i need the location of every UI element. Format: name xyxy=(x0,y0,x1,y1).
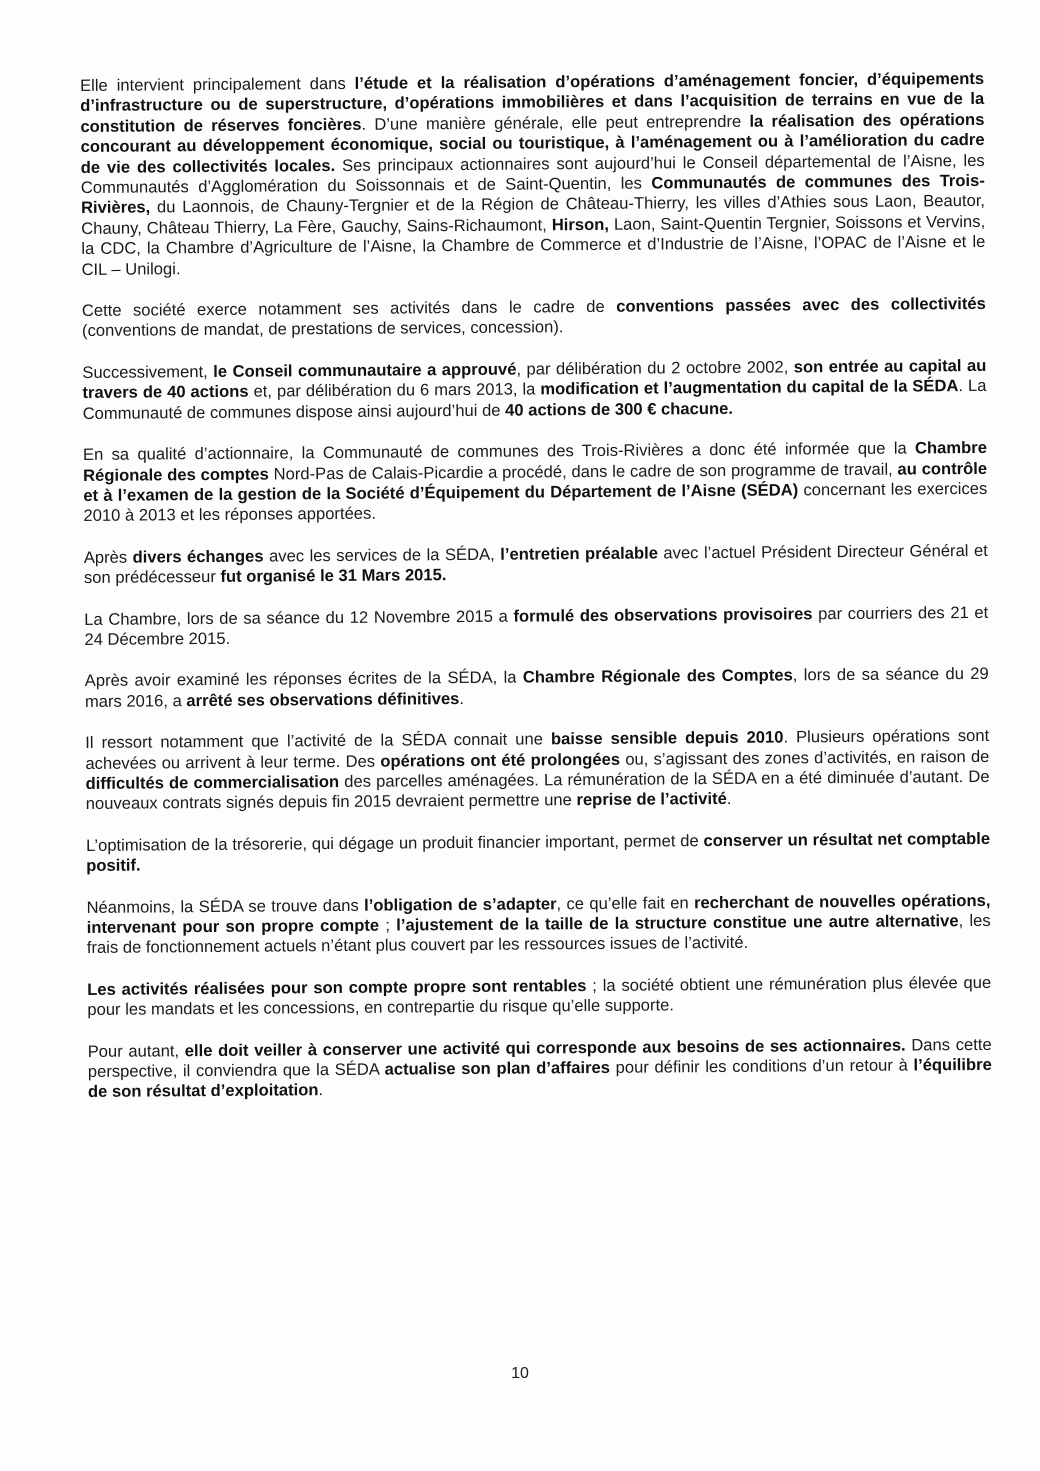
page-number: 10 xyxy=(511,1365,529,1382)
bold-text-run: elle doit veiller à conserver une activité qui corresponde aux besoins de ses actionnaires. xyxy=(184,1035,906,1060)
paragraph-2 xyxy=(82,294,986,342)
bold-text-run: fut organisé le 31 Mars 2015. xyxy=(220,565,447,587)
text-run: avec l’actuel Président Directeur Général et son prédécesseur xyxy=(83,540,988,588)
text-run: Ses principaux actionnaires sont aujourd’hui le Conseil départemental de l’Aisne, les Communautés d’Agglomération du Soissonnais et de Saint-Quentin, les xyxy=(80,150,985,198)
text-run: Elle intervient principalement dans xyxy=(80,73,355,95)
text-run: , les frais de fonctionnement actuels n’étant plus couvert par les ressources issues de l’activité. xyxy=(86,910,991,958)
text-run: ou, s’agissant des zones d’activités, en raison de xyxy=(619,746,990,769)
text-run: et, par délibération du 6 mars 2013, la xyxy=(248,379,541,401)
text-run: par courriers des 21 et 24 Décembre 2015. xyxy=(84,602,989,649)
paragraph-4 xyxy=(83,438,988,527)
bold-text-run: conventions passées avec des collectivités xyxy=(616,293,986,316)
paragraph-7 xyxy=(85,664,989,712)
bold-text-run: l’obligation de s’adapter xyxy=(364,893,557,915)
bold-text-run: l’ajustement de la taille de la structure constitue une autre alternative xyxy=(396,911,959,935)
text-run: , lors de sa séance du 29 mars 2016, a xyxy=(84,664,989,711)
text-run: , par délibération du 2 octobre 2002, xyxy=(516,357,794,379)
bold-text-run: Hirson, xyxy=(551,214,610,235)
bold-text-run: Chambre Régionale des comptes xyxy=(83,437,988,485)
text-run: concernant les exercices 2010 à 2013 et les réponses apportées. xyxy=(83,478,988,526)
text-run: Dans cette perspective, il conviendra que la SÉDA xyxy=(87,1034,992,1082)
bold-text-run: 40 actions de 300 € chacune. xyxy=(505,398,733,420)
text-run: du Laonnois, de Chauny-Tergnier et de la Région de Château-Thierry, les villes d’Athies sous Laon, Beautor, Chauny, Château Thierry, La Fère, Gauchy, Sains-Richaumont, xyxy=(81,191,986,238)
text-run: Pour autant, xyxy=(87,1040,185,1061)
paragraph-6 xyxy=(84,602,988,650)
text-run: . xyxy=(318,1080,324,1100)
text-run: Nord-Pas de Calais-Picardie a procédé, dans le cadre de son programme de travail, xyxy=(268,459,898,484)
text-run: Après xyxy=(83,547,133,567)
bold-text-run: l’étude et la réalisation d’opérations d’aménagement foncier, d’équipements d’infrastructure ou de superstructure, d’opérations immobilières et dans l’acquisition de terrains en vue de la constitution de réserves foncières xyxy=(80,68,985,136)
text-run: . xyxy=(726,789,732,809)
text-run: Laon, Saint-Quentin Tergnier, Soissons et Vervins, la CDC, la Chambre d’Agriculture de l’Aisne, la Chambre de Commerce et d’Industrie de l’Aisne, l’OPAC de l’Aisne et le CIL – Unilogi. xyxy=(81,211,986,279)
paragraph-10 xyxy=(86,890,990,958)
bold-text-run: arrêté ses observations définitives xyxy=(186,688,460,710)
bold-text-run: son entrée au capital au travers de 40 actions xyxy=(82,355,987,403)
text-run: En sa qualité d’actionnaire, la Communauté de communes des Trois-Rivières a donc été informée que la xyxy=(82,438,916,465)
bold-text-run: opérations ont été prolongées xyxy=(380,749,621,771)
bold-text-run: le Conseil communautaire a approuvé xyxy=(213,359,517,381)
text-run: Successivement, xyxy=(82,361,214,382)
text-run: . xyxy=(459,688,465,708)
bold-text-run: modification et l’augmentation du capital de la SÉDA xyxy=(540,376,959,399)
text-run: des parcelles aménagées. La rémunération de la SÉDA en a été diminuée d’autant. De nouveaux contrats signés depuis fin 2015 devraient permettre une xyxy=(85,766,990,814)
text-run: La Chambre, lors de sa séance du 12 Novembre 2015 a xyxy=(84,606,514,629)
text-run: . La Communauté de communes dispose ainsi aujourd’hui de xyxy=(82,376,987,423)
text-run: Néanmoins, la SÉDA se trouve dans xyxy=(86,895,365,917)
bold-text-run: au contrôle et à l’examen de la gestion de la Société d’Équipement du Département de l’Aisne (SÉDA) xyxy=(83,458,988,505)
bold-text-run: conserver un résultat net comptable positif. xyxy=(86,828,991,876)
text-run: L’optimisation de la trésorerie, qui dégage un produit financier important, permet de xyxy=(85,830,704,855)
bold-text-run: reprise de l’activité xyxy=(576,789,727,810)
text-run: ; la société obtient une rémunération plus élevée que pour les mandats et les concessions, en contrepartie du risque qu’elle supporte. xyxy=(87,972,992,1020)
bold-text-run: divers échanges xyxy=(132,546,264,567)
text-run: . D’une manière générale, elle peut entreprendre xyxy=(361,111,750,134)
bold-text-run: Les activités réalisées pour son compte propre sont rentables xyxy=(87,975,587,999)
text-run: Cette société exerce notamment ses activités dans le cadre de xyxy=(81,296,617,321)
paragraph-8 xyxy=(85,726,990,815)
bold-text-run: recherchant de nouvelles opérations, intervenant pour son propre compte xyxy=(86,890,991,937)
bold-text-run: difficultés de commercialisation xyxy=(85,771,340,793)
bold-text-run: l’équilibre de son résultat d’exploitation xyxy=(87,1054,992,1102)
document-body xyxy=(80,69,992,1124)
text-run: Après avoir examiné les réponses écrites de la SÉDA, la xyxy=(84,667,523,691)
bold-text-run: l’entretien préalable xyxy=(500,543,658,564)
text-run: , ce qu’elle fait en xyxy=(556,892,695,913)
text-run: Il ressort notamment que l’activité de la SÉDA connait une xyxy=(85,729,552,753)
text-run: ; xyxy=(379,915,397,935)
bold-text-run: Communautés de communes des Trois-Rivières, xyxy=(80,170,985,218)
paragraph-11 xyxy=(87,973,991,1021)
bold-text-run: formulé des observations provisoires xyxy=(513,603,813,626)
paragraph-3 xyxy=(82,356,986,424)
bold-text-run: Chambre Régionale des Comptes xyxy=(522,665,793,687)
text-run: pour définir les conditions d’un retour à xyxy=(609,1055,914,1077)
bold-text-run: baisse sensible depuis 2010 xyxy=(550,727,784,749)
paragraph-9 xyxy=(86,829,990,877)
text-run: (conventions de mandat, de prestations de services, concession). xyxy=(81,317,564,341)
paragraph-12 xyxy=(88,1034,992,1102)
paragraph-1 xyxy=(80,69,986,280)
bold-text-run: actualise son plan d’affaires xyxy=(384,1057,611,1079)
paragraph-5 xyxy=(84,541,988,589)
bold-text-run: la réalisation des opérations concourant au développement économique, social ou touristique, à l’aménagement ou à l’amélioration du cadre de vie des collectivités locales. xyxy=(80,109,985,177)
text-run: . Plusieurs opérations sont achevées ou arrivent à leur terme. Des xyxy=(85,726,990,773)
text-run: avec les services de la SÉDA, xyxy=(263,544,501,566)
